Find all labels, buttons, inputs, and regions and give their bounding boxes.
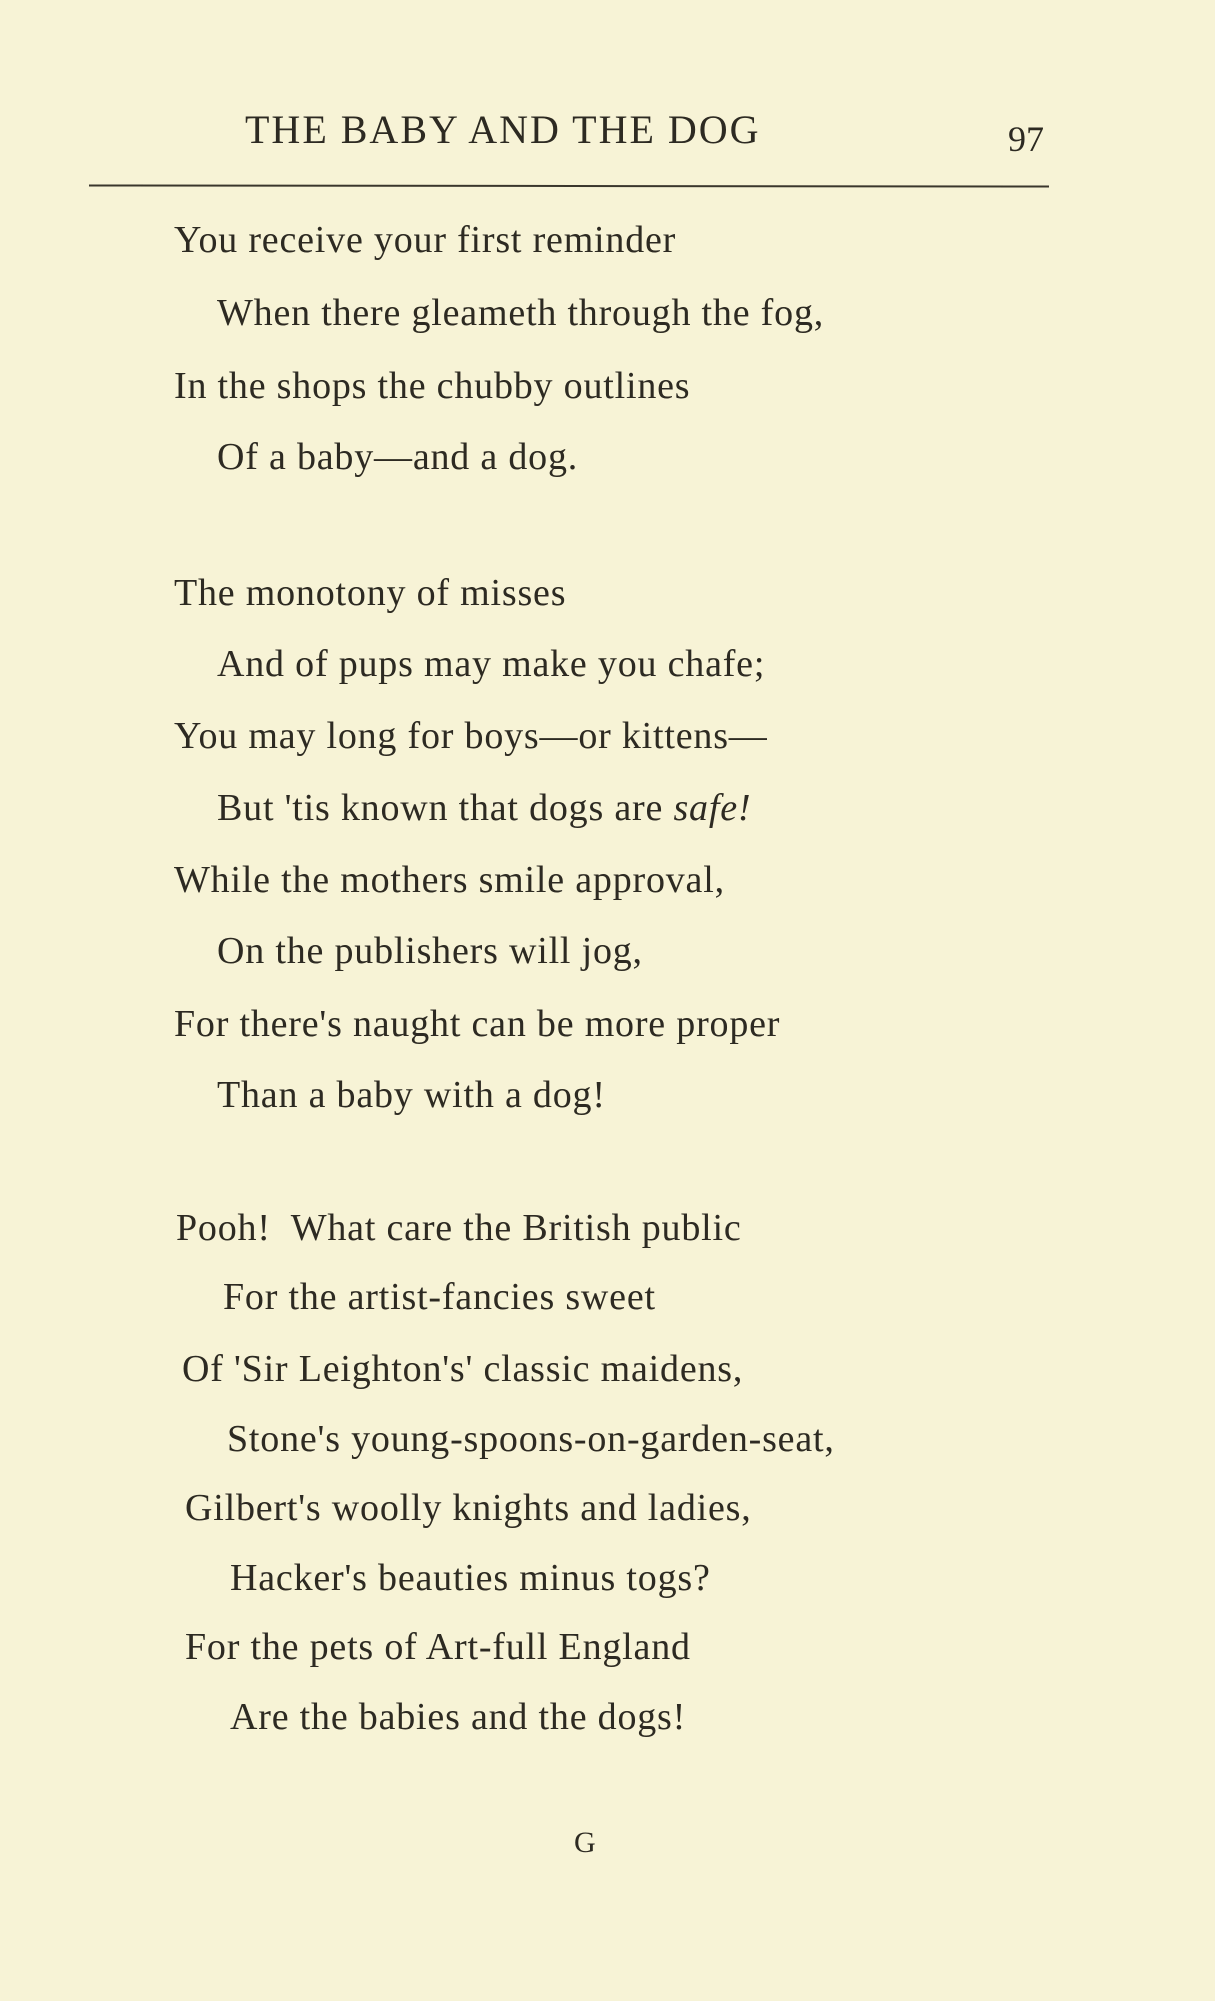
poem-line: Stone's young-spoons-on-garden-seat, — [227, 1418, 835, 1460]
poem-line — [217, 786, 751, 830]
signature-mark: G — [574, 1826, 596, 1859]
poem-line: For the artist-fancies sweet — [223, 1276, 656, 1318]
poem-line: For the pets of Art-full England — [185, 1626, 691, 1668]
poem-line-text: But 'tis known that dogs are — [217, 787, 664, 829]
poem-line: For there's naught can be more proper — [174, 1003, 781, 1045]
poem-line: Pooh! What care the British public — [176, 1207, 742, 1249]
italic-word: safe! — [673, 787, 752, 829]
poem-line: When there gleameth through the fog, — [217, 292, 825, 334]
poem-line: The monotony of misses — [174, 572, 567, 614]
poem-line: Gilbert's woolly knights and ladies, — [185, 1487, 752, 1529]
poem-line: While the mothers smile approval, — [174, 859, 725, 901]
poem-line: You receive your first reminder — [174, 219, 677, 261]
poem-line: Of a baby—and a dog. — [217, 436, 579, 478]
poem-line: Than a baby with a dog! — [217, 1074, 606, 1116]
poem-line: Of 'Sir Leighton's' classic maidens, — [182, 1348, 744, 1390]
header-rule — [89, 184, 1049, 187]
poem-line: You may long for boys—or kittens— — [174, 715, 768, 757]
poem-line: Are the babies and the dogs! — [230, 1696, 687, 1738]
page-number: 97 — [1008, 119, 1044, 159]
running-title: THE BABY AND THE DOG — [245, 107, 761, 152]
poem-line: Hacker's beauties minus togs? — [230, 1557, 711, 1599]
poem-line: On the publishers will jog, — [217, 930, 643, 972]
poem-line: In the shops the chubby outlines — [174, 365, 691, 407]
poem-line: And of pups may make you chafe; — [217, 643, 766, 685]
